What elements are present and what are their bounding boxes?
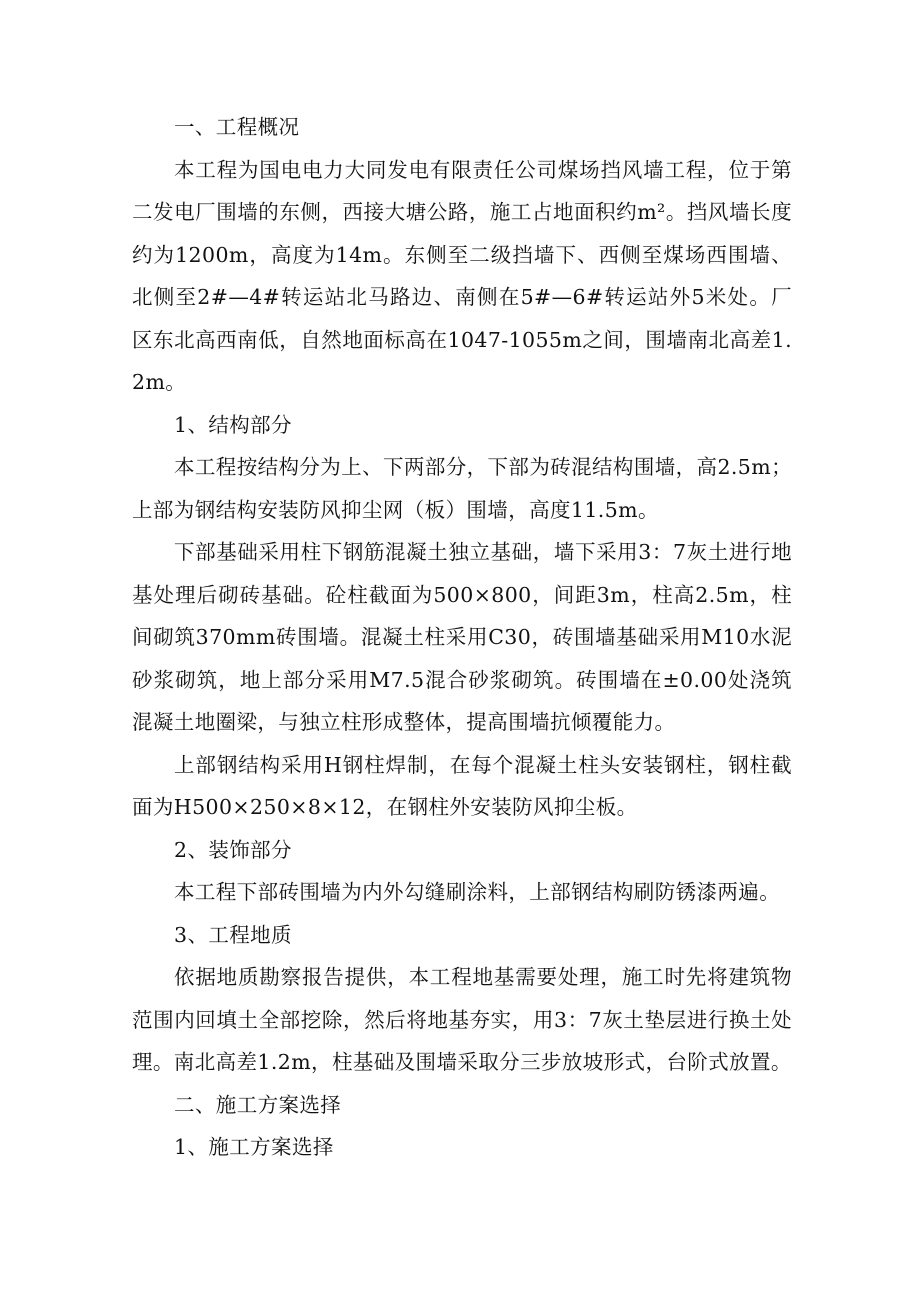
paragraph-foundation: 下部基础采用柱下钢筋混凝土独立基础，墙下采用3：7灰土进行地基处理后砌砖基础。砼柱截面为500×800，间距3m，柱高2.5m，柱间砌筑370mm砖围墙。混凝土柱采用C30，砖围墙基础采用M10水泥砂浆砌筑，地上部分采用M7.5混合砂浆砌筑。砖围墙在±0.00处浇筑混凝土地圈梁，与独立柱形成整体，提高围墙抗倾覆能力。 — [132, 540, 792, 734]
paragraph-decoration: 本工程下部砖围墙为内外勾缝刷涂料，上部钢结构刷防锈漆两遍。 — [174, 880, 781, 904]
section-heading-plan: 二、施工方案选择 — [174, 1092, 342, 1117]
paragraph-overview: 本工程为国电电力大同发电有限责任公司煤场挡风墙工程，位于第二发电厂围墙的东侧，西接大塘公路，施工占地面积约m²。挡风墙长度约为1200m，高度为14m。东侧至二级挡墙下、西侧至煤场西围墙、北侧至2#—4#转运站北马路边、南侧在5#—6#转运站外5米处。厂区东北高西南低，自然地面标高在1047-1055m之间，围墙南北高差1.2m。 — [132, 157, 792, 394]
paragraph-steel-structure: 上部钢结构采用H钢柱焊制，在每个混凝土柱头安装钢柱，钢柱截面为H500×250×8×12，在钢柱外安装防风抑尘板。 — [132, 752, 792, 819]
subsection-heading-structure: 1、结构部分 — [174, 412, 292, 437]
paragraph-geology: 依据地质勘察报告提供，本工程地基需要处理，施工时先将建筑物范围内回填土全部挖除，然后将地基夯实，用3：7灰土垫层进行换土处理。南北高差1.2m，柱基础及围墙采取分三步放坡形式，台阶式放置。 — [132, 965, 792, 1074]
document-body — [132, 106, 792, 1169]
section-heading-overview: 一、工程概况 — [174, 115, 300, 139]
subsection-heading-decoration: 2、装饰部分 — [174, 837, 292, 862]
paragraph-structure-parts: 本工程按结构分为上、下两部分，下部为砖混结构围墙，高2.5m；上部为钢结构安装防风抑尘网（板）围墙，高度11.5m。 — [132, 455, 792, 522]
subsection-heading-geology: 3、工程地质 — [174, 922, 292, 947]
subsection-heading-plan-selection: 1、施工方案选择 — [174, 1135, 334, 1159]
